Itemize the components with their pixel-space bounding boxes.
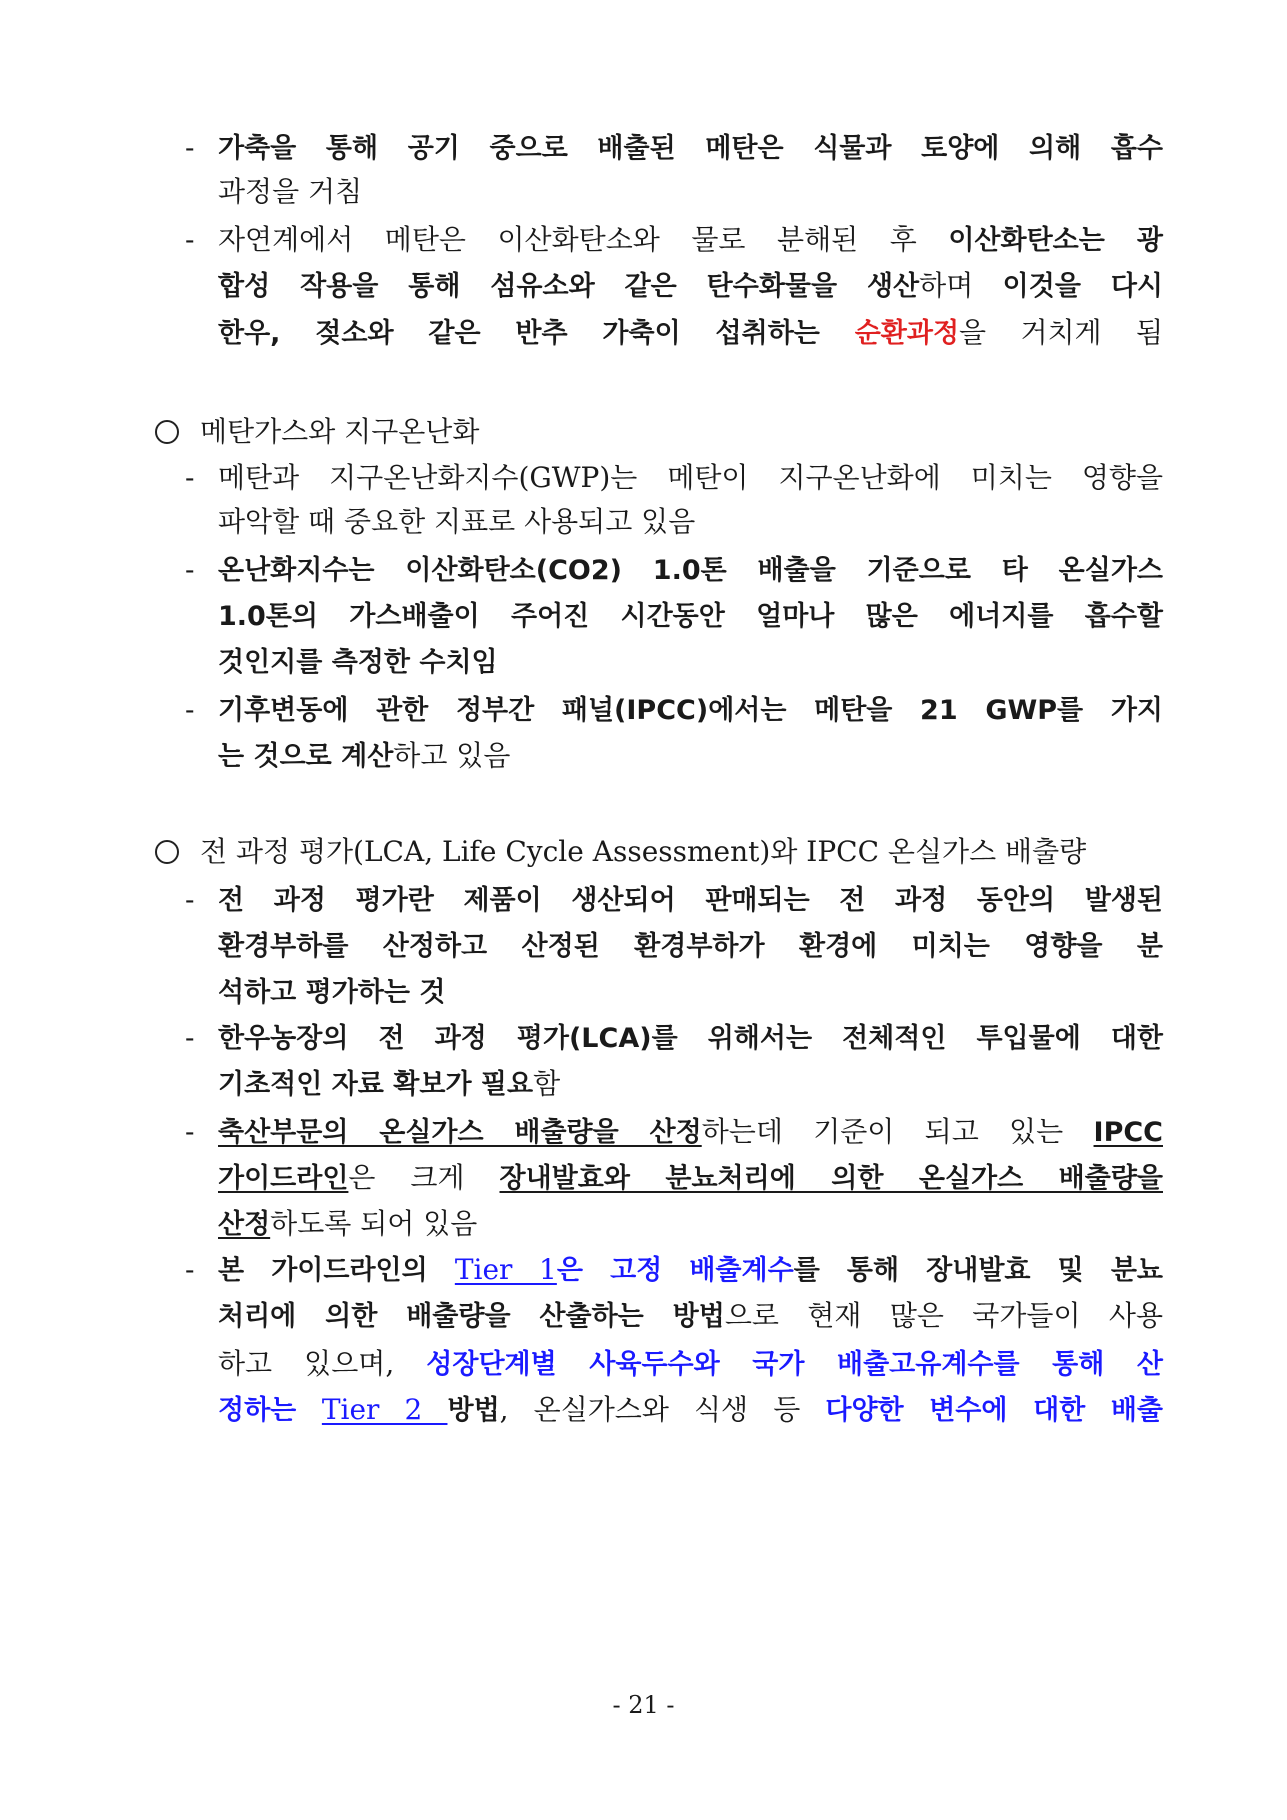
text-segment: 환경부하를 산정하고 산정된 환경부하가 환경에 미치는 영향을 분: [218, 931, 1163, 962]
text-segment: 함: [533, 1067, 561, 1100]
text-segment: 과정을 거침: [218, 175, 363, 208]
text-segment: 하며: [919, 269, 1003, 302]
bullet-dash: -: [185, 131, 195, 164]
text-segment: 메탄과 지구온난화지수(GWP)는 메탄이 지구온난화에 미치는 영향을: [218, 461, 1163, 494]
text-line: [218, 926, 1163, 967]
text-segment: 은 크게: [348, 1161, 500, 1194]
text-segment: 하도록 되어 있음: [270, 1207, 478, 1240]
text-segment: 기후변동에 관한 정부간 패널(IPCC)에서는 메탄을 21 GWP를 가지: [218, 695, 1163, 726]
text-line: [218, 880, 1163, 921]
text-segment: 기초적인 자료 확보가 필요: [218, 1069, 534, 1100]
text-line: [218, 1064, 1163, 1105]
text-segment: 을 거치게 됨: [959, 316, 1164, 349]
bullet-dash: -: [185, 693, 195, 726]
text-segment: 가이드라인: [218, 1163, 349, 1194]
section-heading: 메탄가스와 지구온난화: [200, 415, 480, 448]
text-line: [218, 596, 1163, 637]
text-line: [218, 128, 1163, 169]
text-segment: 축산부문의 온실가스 배출량을 산정: [218, 1117, 702, 1148]
text-segment: 산정: [218, 1209, 271, 1240]
text-segment: 장내발효와 분뇨처리에 의한 온실가스 배출량을: [499, 1163, 1163, 1194]
text-line: [218, 642, 1163, 683]
page-number: - 21 -: [612, 1691, 675, 1719]
text-line: [218, 1158, 1163, 1199]
text-segment: 한우농장의 전 과정 평가(LCA)를 위해서는 전체적인 투입물에 대한: [218, 1023, 1163, 1054]
text-line: [218, 313, 1163, 354]
text-line: [218, 458, 1163, 498]
text-segment: 이것을 다시: [1002, 271, 1163, 302]
bullet-dash: -: [185, 1021, 195, 1054]
text-line: [218, 1204, 1163, 1245]
text-segment: , 온실가스와 식생 등: [499, 1393, 826, 1426]
bullet-dash: -: [185, 223, 195, 256]
text-line: [218, 1018, 1163, 1059]
text-line: [218, 550, 1163, 591]
section-circle-bullet: [155, 420, 179, 444]
text-line: [218, 736, 1163, 777]
text-line: [218, 502, 1163, 542]
text-segment: 다양한 변수에 대한 배출: [825, 1395, 1164, 1426]
text-line: [218, 220, 1163, 261]
text-segment: 자연계에서 메탄은 이산화탄소와 물로 분해된 후: [218, 223, 949, 256]
text-segment: 하고 있으며,: [218, 1347, 427, 1380]
bullet-dash: -: [185, 1115, 195, 1148]
bullet-dash: -: [185, 553, 195, 586]
text-segment: 한우, 젖소와 같은 반추 가축이 섭취하는: [218, 318, 855, 349]
text-line: [218, 1112, 1163, 1153]
text-segment: 으로 현재 많은 국가들이 사용: [724, 1299, 1163, 1332]
text-segment: 는 것으로 계산: [218, 741, 394, 772]
text-segment: 하고 있음: [393, 739, 511, 772]
text-segment: 석하고 평가하는 것: [218, 977, 446, 1008]
text-segment: 정하는: [218, 1395, 322, 1426]
text-segment: 를 통해 장내발효 및 분뇨: [793, 1255, 1164, 1286]
text-segment: 순환과정: [854, 318, 960, 349]
bullet-dash: -: [185, 1253, 195, 1286]
text-segment: 성장단계별 사육두수와 국가 배출고유계수를 통해 산: [426, 1349, 1163, 1380]
text-line: [218, 266, 1163, 307]
text-segment: 것인지를 측정한 수치임: [218, 647, 498, 678]
text-segment: 은 고정 배출계수: [556, 1255, 794, 1286]
text-segment: 합성 작용을 통해 섬유소와 같은 탄수화물을 생산: [218, 271, 920, 302]
section-circle-bullet: [155, 840, 179, 864]
bullet-dash: -: [185, 461, 195, 494]
text-segment: 이산화탄소는 광: [948, 225, 1163, 256]
text-line: [218, 172, 1163, 212]
text-line: [218, 1250, 1163, 1291]
text-segment: 파악할 때 중요한 지표로 사용되고 있음: [218, 505, 696, 538]
text-line: [218, 1344, 1163, 1385]
text-segment: IPCC: [1093, 1117, 1163, 1148]
text-segment: 가축을 통해 공기 중으로 배출된 메탄은 식물과 토양에 의해 흡수: [218, 133, 1163, 164]
text-segment: Tier 1: [454, 1253, 557, 1286]
text-segment: Tier 2: [321, 1393, 448, 1426]
text-segment: 하는데 기준이 되고 있는: [701, 1115, 1094, 1148]
text-segment: 온난화지수는 이산화탄소(CO2) 1.0톤 배출을 기준으로 타 온실가스: [218, 555, 1163, 586]
text-segment: 1.0톤의 가스배출이 주어진 시간동안 얼마나 많은 에너지를 흡수할: [218, 601, 1163, 632]
bullet-dash: -: [185, 883, 195, 916]
text-segment: 본 가이드라인의: [218, 1255, 455, 1286]
text-segment: 전 과정 평가란 제품이 생산되어 판매되는 전 과정 동안의 발생된: [218, 885, 1163, 916]
text-line: [218, 690, 1163, 731]
section-heading: 전 과정 평가(LCA, Life Cycle Assessment)와 IPCC 온실가스 배출량: [200, 835, 1087, 868]
text-line: [218, 1390, 1163, 1431]
text-segment: 방법: [447, 1395, 500, 1426]
text-line: [218, 1296, 1163, 1337]
text-segment: 처리에 의한 배출량을 산출하는 방법: [218, 1301, 725, 1332]
text-line: [218, 972, 1163, 1013]
